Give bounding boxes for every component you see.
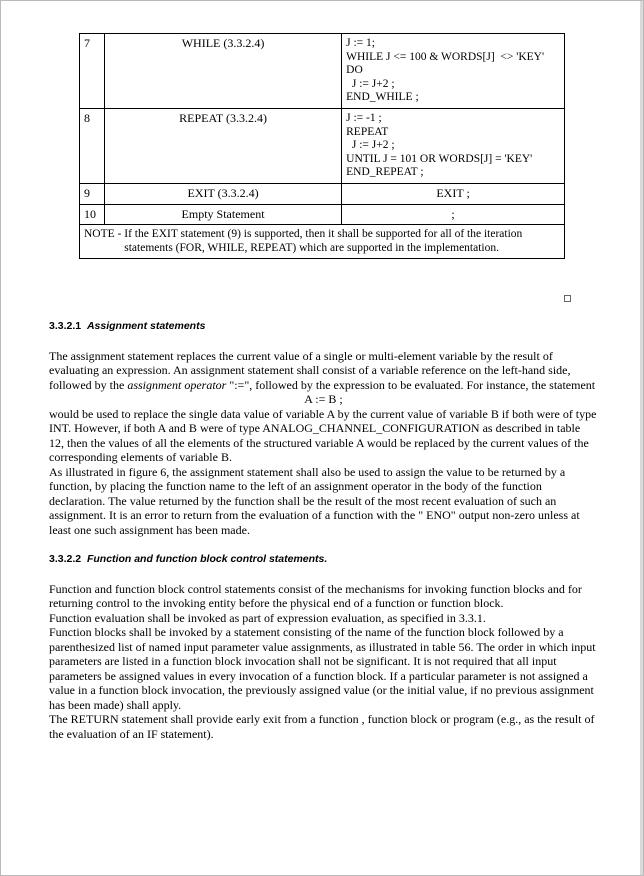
code-example: A := B ; bbox=[304, 392, 343, 406]
statement-example: ; bbox=[342, 204, 565, 225]
table-row bbox=[80, 183, 565, 204]
table-resize-handle[interactable] bbox=[564, 295, 571, 302]
note-prefix: NOTE - bbox=[84, 228, 125, 241]
statement-example: J := 1; WHILE J <= 100 & WORDS[J] <> 'KEY' DO J := J+2 ; END_WHILE ; bbox=[342, 34, 565, 109]
table-row bbox=[80, 204, 565, 225]
table-row bbox=[80, 34, 565, 109]
table-note bbox=[80, 225, 565, 259]
paragraph-text: The assignment statement replaces the current value of a single or multi-element variable by the result of evaluating an expression. An assignment statement shall consist of a variable reference on the left-hand side, followed by the bbox=[49, 348, 571, 392]
document-body bbox=[49, 319, 598, 741]
statement-name: REPEAT (3.3.2.4) bbox=[104, 108, 341, 183]
section-title: Assignment statements bbox=[86, 320, 206, 332]
section-number: 3.3.2.1 bbox=[49, 320, 82, 332]
emphasis-text: assignment operator bbox=[127, 377, 227, 392]
statement-example: J := -1 ; REPEAT J := J+2 ; UNTIL J = 101 OR WORDS[J] = 'KEY' END_REPEAT ; bbox=[342, 108, 565, 183]
section-heading bbox=[49, 319, 598, 334]
section-number: 3.3.2.2 bbox=[49, 553, 82, 565]
statement-name: WHILE (3.3.2.4) bbox=[104, 34, 341, 109]
paragraph: As illustrated in figure 6, the assignment statement shall also be used to assign the value to be returned by a function, by placing the function name to the left of an assignment operator in the body of the function declaration. The value returned by the function shall be the result of the most recent evaluation of such an assignment. It is an error to return from the evaluation of a function with the " ENO" output non-zero unless at least one such assignment has been made. bbox=[49, 464, 580, 537]
table-note-row bbox=[80, 225, 565, 259]
row-number: 9 bbox=[80, 183, 105, 204]
row-number: 7 bbox=[80, 34, 105, 109]
note-text: If the EXIT statement (9) is supported, then it shall be supported for all of the iteration statements (FOR, WHILE, REPEAT) which are supported in the implementation. bbox=[124, 228, 523, 254]
paragraph bbox=[49, 349, 598, 393]
paragraph-text: ":=", followed by the expression to be evaluated. For instance, the statement bbox=[226, 377, 596, 392]
section-heading bbox=[49, 552, 598, 567]
statement-name: EXIT (3.3.2.4) bbox=[104, 183, 341, 204]
section-title: Function and function block control statements. bbox=[86, 553, 328, 565]
table-row bbox=[80, 108, 565, 183]
paragraph: Function evaluation shall be invoked as part of expression evaluation, as specified in 3.3.1. bbox=[49, 610, 486, 625]
statements-table bbox=[79, 33, 565, 259]
statement-name: Empty Statement bbox=[104, 204, 341, 225]
statement-example: EXIT ; bbox=[342, 183, 565, 204]
paragraph: Function blocks shall be invoked by a statement consisting of the name of the function block followed by a parenthesized list of named input parameter value assignments, as illustrated in table 56. The order in which input parameters are listed in a function block invocation shall not be significant. It is not required that all input parameters be assigned values in every invocation of a function block. If a particular parameter is not assigned a value in a function block invocation, the previously assigned value (or the initial value, if no previous assignment has been made) shall apply. bbox=[49, 625, 596, 712]
paragraph: would be used to replace the single data value of variable A by the current value of variable B if both were of type INT. However, if both A and B were of type ANALOG_CHANNEL_CONFIGURATION as described in table 12, then the values of all the elements of the structured variable A would be replaced by the current values of the corresponding elements of variable B. bbox=[49, 406, 597, 464]
row-number: 8 bbox=[80, 108, 105, 183]
paragraph: Function and function block control statements consist of the mechanisms for invoking function blocks and for returning control to the invoking entity before the physical end of a function or function block. bbox=[49, 581, 582, 610]
paragraph: The RETURN statement shall provide early exit from a function , function block or program (e.g., as the result of the evaluation of an IF statement). bbox=[49, 712, 595, 741]
row-number: 10 bbox=[80, 204, 105, 225]
